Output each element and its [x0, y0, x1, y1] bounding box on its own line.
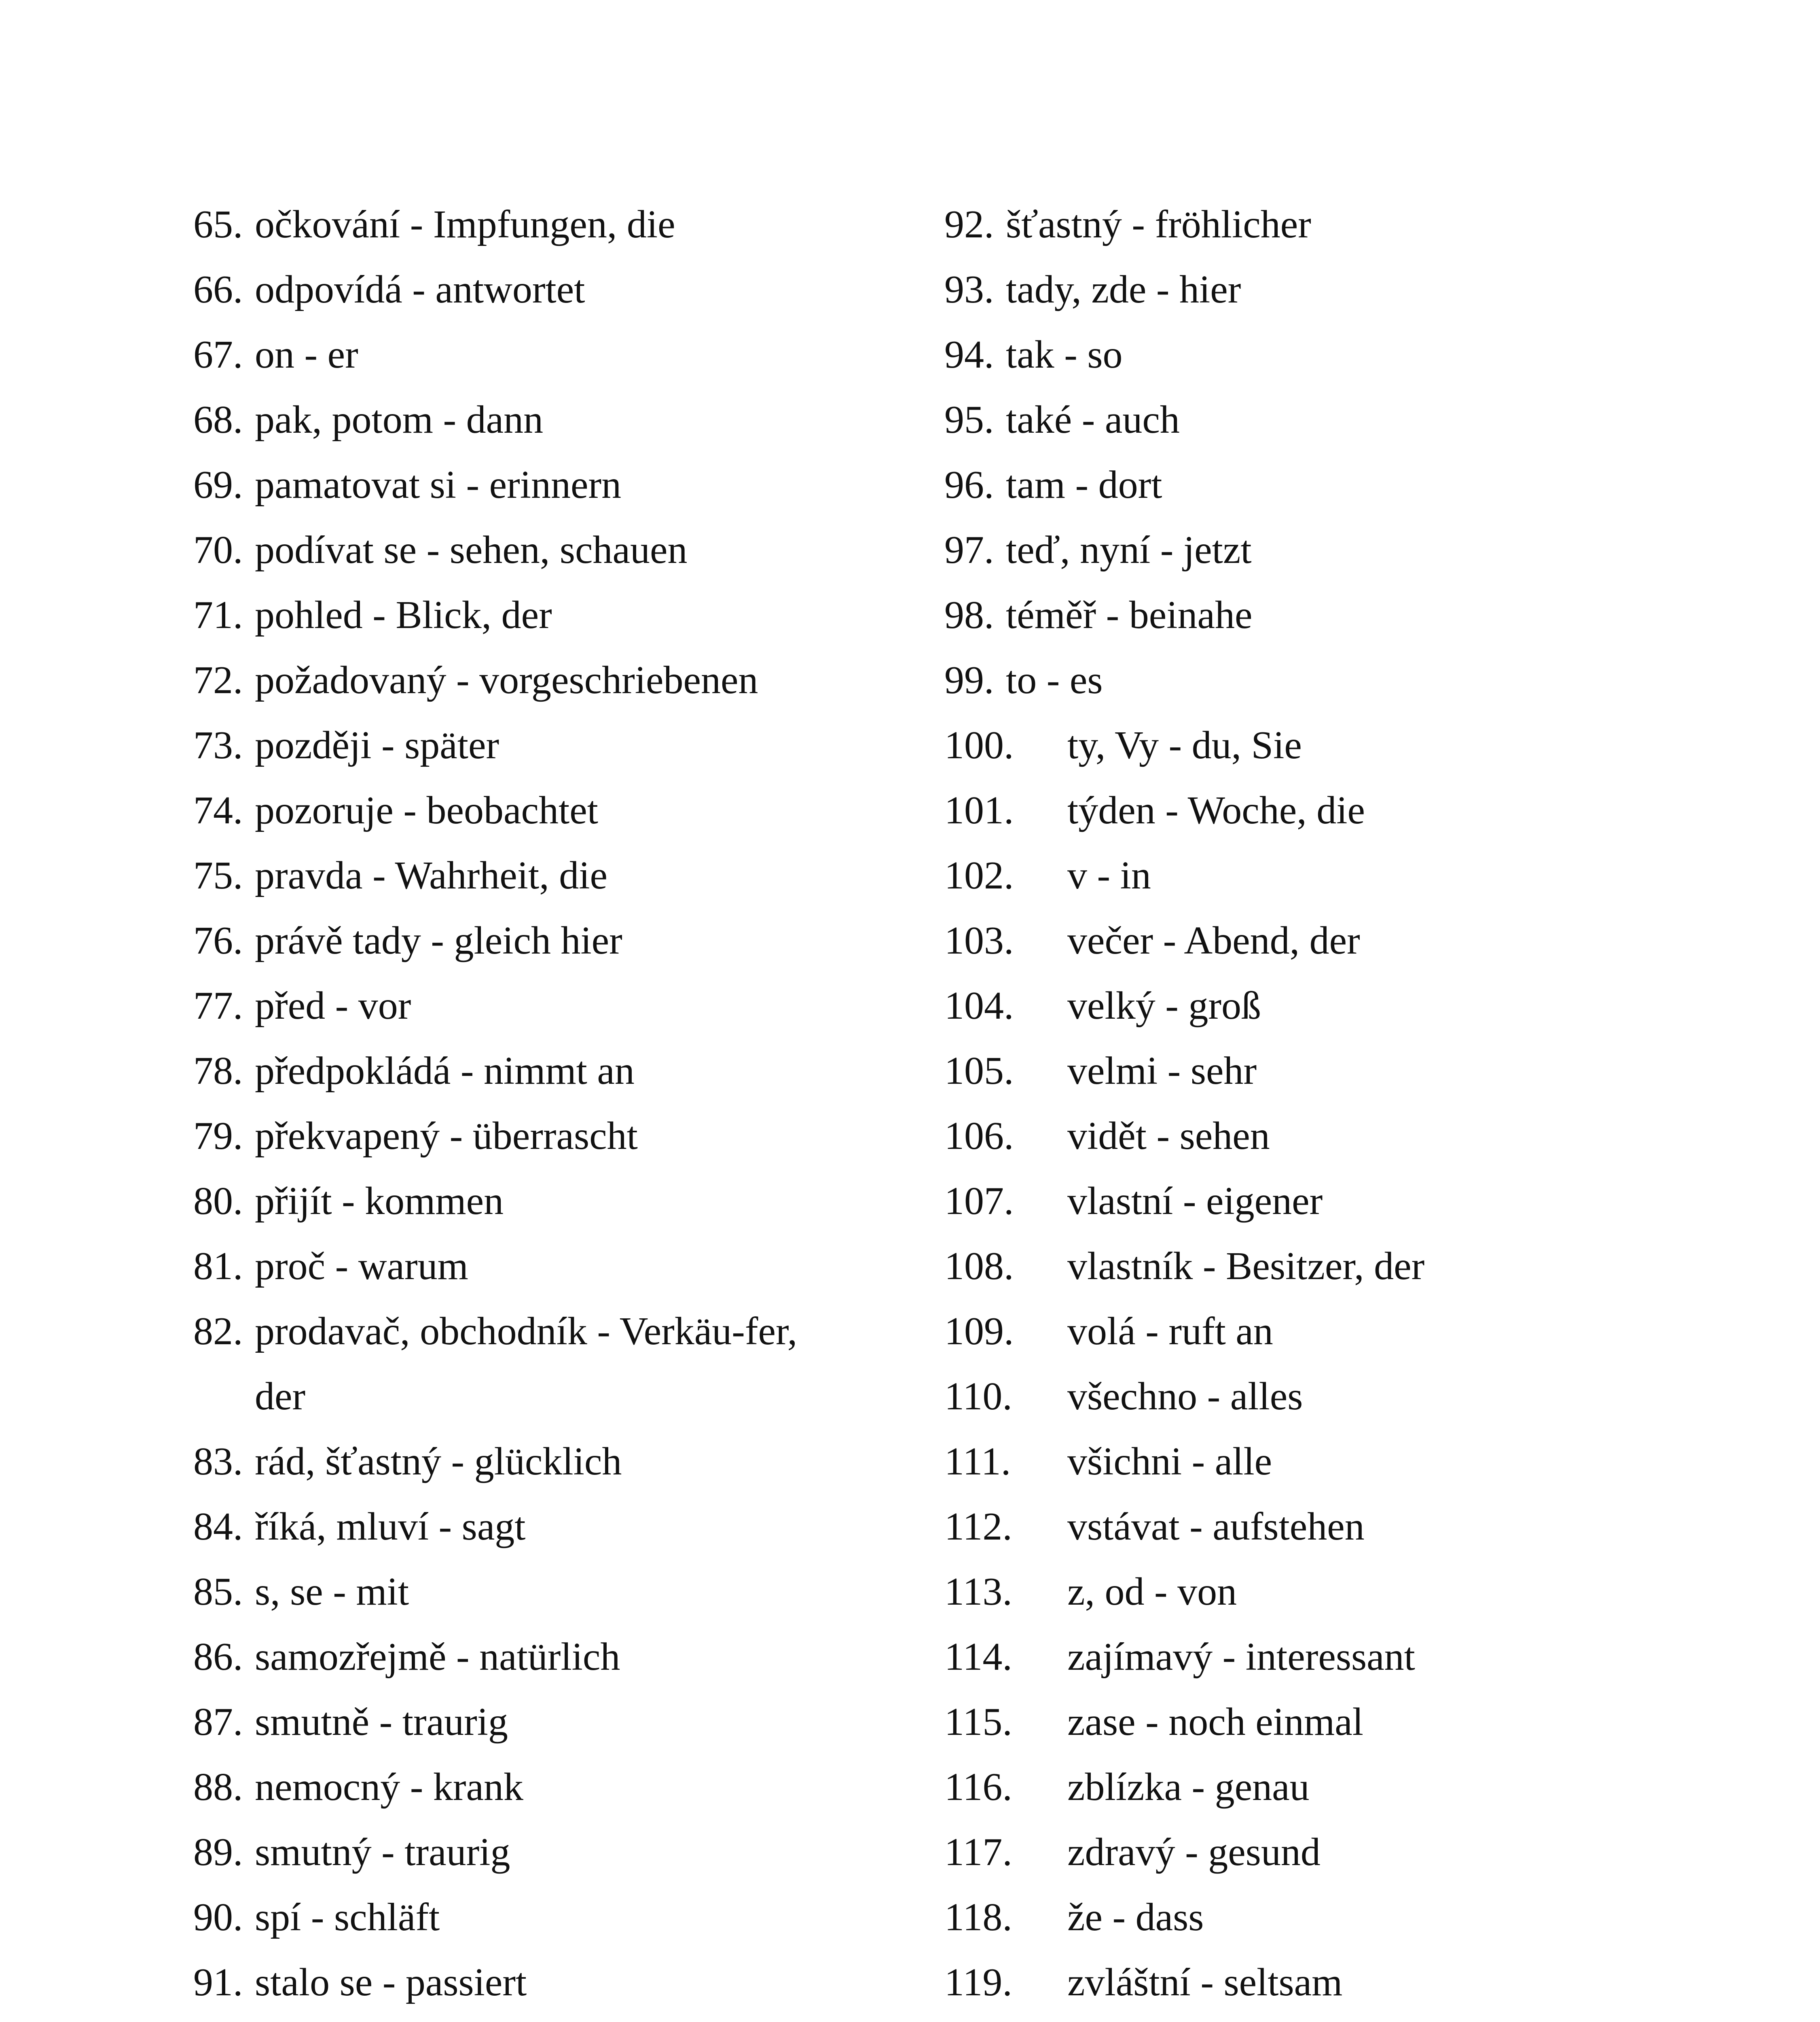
list-item — [944, 1234, 1713, 1299]
item-text: pohled - Blick, der — [255, 593, 552, 637]
item-number: 118. — [944, 1895, 1012, 1939]
list-item — [193, 1559, 857, 1624]
item-number: 108. — [944, 1244, 1014, 1288]
list-item — [944, 192, 1713, 257]
item-number: 93. — [944, 268, 994, 311]
item-number: 85. — [193, 1570, 243, 1614]
item-text: z, od - von — [1067, 1570, 1237, 1614]
item-number: 107. — [944, 1179, 1014, 1223]
list-item — [193, 1624, 857, 1690]
item-number: 66. — [193, 268, 243, 311]
list-item — [944, 1038, 1713, 1104]
item-text: rád, šťastný - glücklich — [255, 1440, 622, 1483]
item-text: právě tady - gleich hier — [255, 919, 622, 962]
list-item — [193, 1234, 857, 1299]
item-number: 87. — [193, 1700, 243, 1744]
item-text: velký - groß — [1067, 984, 1261, 1028]
item-text: ty, Vy - du, Sie — [1067, 723, 1302, 767]
list-item — [944, 1104, 1713, 1169]
item-number: 74. — [193, 789, 243, 832]
item-number: 91. — [193, 1961, 243, 2004]
item-number: 68. — [193, 398, 243, 442]
item-text: prodavač, obchodník - Verkäu-fer, der — [255, 1309, 798, 1418]
item-text: smutně - traurig — [255, 1700, 508, 1744]
item-number: 101. — [944, 789, 1014, 832]
item-number: 114. — [944, 1635, 1012, 1679]
item-number: 82. — [193, 1309, 243, 1353]
item-number: 113. — [944, 1570, 1012, 1614]
list-item — [193, 1169, 857, 1234]
item-text: před - vor — [255, 984, 411, 1028]
list-item — [193, 908, 857, 973]
item-number: 71. — [193, 593, 243, 637]
list-item — [193, 1690, 857, 1755]
item-number: 92. — [944, 203, 994, 246]
item-number: 65. — [193, 203, 243, 246]
item-text: zase - noch einmal — [1067, 1700, 1363, 1744]
item-text: odpovídá - antwortet — [255, 268, 585, 311]
item-text: tak - so — [1006, 333, 1123, 376]
list-item — [944, 257, 1713, 322]
list-item — [944, 973, 1713, 1038]
list-item — [944, 778, 1713, 843]
list-item — [944, 518, 1713, 583]
list-item — [944, 322, 1713, 387]
item-number: 69. — [193, 463, 243, 507]
item-text: požadovaný - vorgeschriebenen — [255, 658, 758, 702]
item-text: tady, zde - hier — [1006, 268, 1241, 311]
item-text: že - dass — [1067, 1895, 1204, 1939]
item-text: nemocný - krank — [255, 1765, 523, 1809]
item-number: 104. — [944, 984, 1014, 1028]
list-item — [193, 648, 857, 713]
item-text: zblízka - genau — [1067, 1765, 1310, 1809]
list-item — [944, 1820, 1713, 1885]
item-number: 97. — [944, 528, 994, 572]
item-text: zajímavý - interessant — [1067, 1635, 1415, 1679]
item-number: 119. — [944, 1961, 1012, 2004]
list-item — [944, 1755, 1713, 1820]
item-number: 79. — [193, 1114, 243, 1158]
list-item — [193, 973, 857, 1038]
item-number: 78. — [193, 1049, 243, 1093]
list-item — [193, 1755, 857, 1820]
list-item — [193, 518, 857, 583]
list-item — [193, 1429, 857, 1494]
list-item — [193, 713, 857, 778]
vocabulary-list-right — [944, 192, 1713, 2015]
list-item — [944, 648, 1713, 713]
list-item — [193, 778, 857, 843]
list-item — [944, 387, 1713, 453]
item-text: týden - Woche, die — [1067, 789, 1365, 832]
item-text: zvláštní - seltsam — [1067, 1961, 1343, 2004]
item-number: 106. — [944, 1114, 1014, 1158]
list-item — [944, 843, 1713, 908]
item-text: pamatovat si - erinnern — [255, 463, 622, 507]
item-text: pak, potom - dann — [255, 398, 544, 442]
item-text: samozřejmě - natürlich — [255, 1635, 620, 1679]
item-number: 76. — [193, 919, 243, 962]
item-number: 94. — [944, 333, 994, 376]
item-number: 98. — [944, 593, 994, 637]
item-text: předpokládá - nimmt an — [255, 1049, 635, 1093]
item-number: 73. — [193, 723, 243, 767]
item-number: 99. — [944, 658, 994, 702]
list-item — [944, 1624, 1713, 1690]
list-item — [944, 1885, 1713, 1950]
item-number: 89. — [193, 1830, 243, 1874]
item-text: šťastný - fröhlicher — [1006, 203, 1311, 246]
list-item — [193, 1299, 857, 1429]
item-number: 117. — [944, 1830, 1012, 1874]
list-item — [944, 1494, 1713, 1559]
item-text: vlastník - Besitzer, der — [1067, 1244, 1425, 1288]
item-text: všechno - alles — [1067, 1375, 1303, 1418]
item-number: 102. — [944, 854, 1014, 897]
list-item — [193, 322, 857, 387]
list-item — [944, 1559, 1713, 1624]
item-text: on - er — [255, 333, 358, 376]
list-item — [944, 713, 1713, 778]
item-number: 81. — [193, 1244, 243, 1288]
item-number: 100. — [944, 723, 1014, 767]
list-item — [193, 1950, 857, 2015]
list-item — [944, 453, 1713, 518]
item-text: vstávat - aufstehen — [1067, 1505, 1365, 1548]
item-number: 112. — [944, 1505, 1012, 1548]
item-text: s, se - mit — [255, 1570, 409, 1614]
item-text: vlastní - eigener — [1067, 1179, 1323, 1223]
item-text: pozoruje - beobachtet — [255, 789, 598, 832]
item-number: 95. — [944, 398, 994, 442]
list-item — [944, 1690, 1713, 1755]
item-number: 115. — [944, 1700, 1012, 1744]
list-item — [193, 1104, 857, 1169]
item-text: také - auch — [1006, 398, 1180, 442]
item-text: říká, mluví - sagt — [255, 1505, 526, 1548]
item-text: v - in — [1067, 854, 1151, 897]
item-number: 72. — [193, 658, 243, 702]
list-item — [944, 1429, 1713, 1494]
list-item — [944, 1364, 1713, 1429]
list-item — [944, 908, 1713, 973]
item-number: 88. — [193, 1765, 243, 1809]
item-number: 96. — [944, 463, 994, 507]
item-number: 84. — [193, 1505, 243, 1548]
item-number: 116. — [944, 1765, 1012, 1809]
item-text: spí - schläft — [255, 1895, 440, 1939]
item-text: volá - ruft an — [1067, 1309, 1273, 1353]
list-item — [193, 583, 857, 648]
item-text: tam - dort — [1006, 463, 1162, 507]
item-number: 83. — [193, 1440, 243, 1483]
list-item — [193, 843, 857, 908]
item-text: smutný - traurig — [255, 1830, 510, 1874]
item-text: všichni - alle — [1067, 1440, 1272, 1483]
list-item — [193, 1038, 857, 1104]
item-text: podívat se - sehen, schauen — [255, 528, 688, 572]
list-item — [193, 1885, 857, 1950]
list-item — [193, 192, 857, 257]
item-number: 109. — [944, 1309, 1014, 1353]
list-item — [193, 257, 857, 322]
item-text: téměř - beinahe — [1006, 593, 1253, 637]
item-text: stalo se - passiert — [255, 1961, 527, 2004]
item-number: 75. — [193, 854, 243, 897]
item-text: velmi - sehr — [1067, 1049, 1257, 1093]
item-text: pravda - Wahrheit, die — [255, 854, 607, 897]
item-number: 86. — [193, 1635, 243, 1679]
item-text: později - später — [255, 723, 499, 767]
list-item — [944, 1169, 1713, 1234]
list-item — [944, 583, 1713, 648]
item-number: 105. — [944, 1049, 1014, 1093]
list-item — [193, 1494, 857, 1559]
list-item — [193, 453, 857, 518]
list-item — [944, 1299, 1713, 1364]
list-item — [944, 1950, 1713, 2015]
item-number: 103. — [944, 919, 1014, 962]
item-text: teď, nyní - jetzt — [1006, 528, 1252, 572]
item-text: překvapený - überrascht — [255, 1114, 638, 1158]
item-number: 111. — [944, 1440, 1011, 1483]
item-number: 67. — [193, 333, 243, 376]
item-number: 110. — [944, 1375, 1012, 1418]
item-text: zdravý - gesund — [1067, 1830, 1321, 1874]
item-text: večer - Abend, der — [1067, 919, 1360, 962]
list-item — [193, 1820, 857, 1885]
item-number: 77. — [193, 984, 243, 1028]
item-text: vidět - sehen — [1067, 1114, 1270, 1158]
item-number: 80. — [193, 1179, 243, 1223]
item-text: přijít - kommen — [255, 1179, 504, 1223]
item-text: očkování - Impfungen, die — [255, 203, 675, 246]
item-number: 70. — [193, 528, 243, 572]
vocabulary-list-left — [193, 192, 857, 2015]
item-text: to - es — [1006, 658, 1103, 702]
item-text: proč - warum — [255, 1244, 468, 1288]
item-number: 90. — [193, 1895, 243, 1939]
list-item — [193, 387, 857, 453]
